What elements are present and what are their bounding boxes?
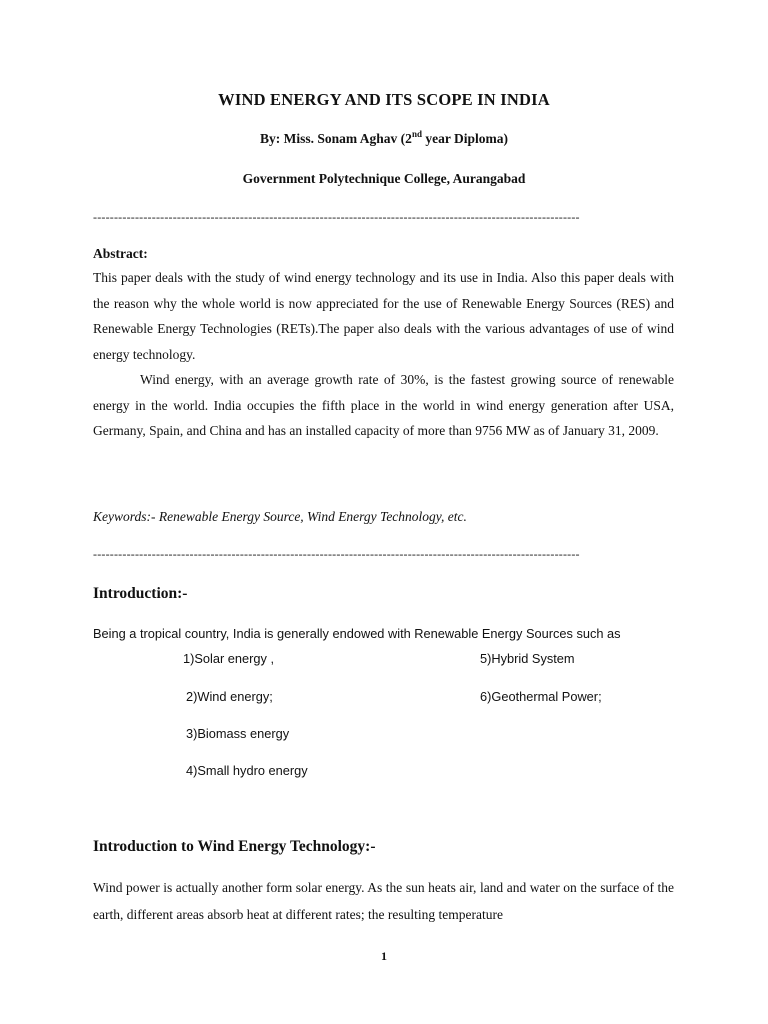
list-item-wind: 2)Wind energy; xyxy=(186,689,273,704)
introduction-text: Being a tropical country, India is generally endowed with Renewable Energy Sources such as xyxy=(93,626,621,641)
list-item-solar: 1)Solar energy , xyxy=(183,651,275,666)
separator-line: -------------------------------------------------------------------------------------------------------------------- xyxy=(93,211,580,223)
list-item-small-hydro: 4)Small hydro energy xyxy=(186,763,308,778)
page-number: 1 xyxy=(381,949,387,963)
list-item-geothermal: 6)Geothermal Power; xyxy=(480,689,602,704)
list-item-hybrid: 5)Hybrid System xyxy=(480,651,575,666)
abstract-paragraph-2: Wind energy, with an average growth rate of 30%, is the fastest growing source of renewable energy in the world. India occupies the fifth place in the world in wind energy generation after USA, Germany, Spain, and China and has an installed capacity of more than 9756 MW as of January 31, 2009. xyxy=(93,372,674,438)
abstract-paragraph-1: This paper deals with the study of wind energy technology and its use in India. Also this paper deals with the reason why the whole world is now appreciated for the use of Renewable Energy Sources (RES) and Renewable Energy Technologies (RETs).The paper also deals with the various advantages of use of wind energy technology. xyxy=(93,270,674,362)
separator-line-2: -------------------------------------------------------------------------------------------------------------------- xyxy=(93,548,580,560)
abstract-heading: Abstract: xyxy=(93,246,148,261)
wind-technology-heading: Introduction to Wind Energy Technology:- xyxy=(93,838,376,855)
wind-technology-paragraph: Wind power is actually another form solar energy. As the sun heats air, land and water on the surface of the earth, different areas absorb heat at different rates; the resulting temperature xyxy=(93,880,674,922)
document-title: WIND ENERGY AND ITS SCOPE IN INDIA xyxy=(218,90,550,109)
author-superscript: nd xyxy=(411,129,422,139)
list-item-biomass: 3)Biomass energy xyxy=(186,726,290,741)
author-suffix: year Diploma) xyxy=(421,131,508,146)
author-line xyxy=(0,131,768,147)
author-prefix: By: Miss. Sonam Aghav (2 xyxy=(260,131,412,146)
keywords-line: Keywords:- Renewable Energy Source, Wind Energy Technology, etc. xyxy=(93,509,467,524)
introduction-heading: Introduction:- xyxy=(93,585,188,602)
college-name: Government Polytechnique College, Aurangabad xyxy=(242,171,526,186)
